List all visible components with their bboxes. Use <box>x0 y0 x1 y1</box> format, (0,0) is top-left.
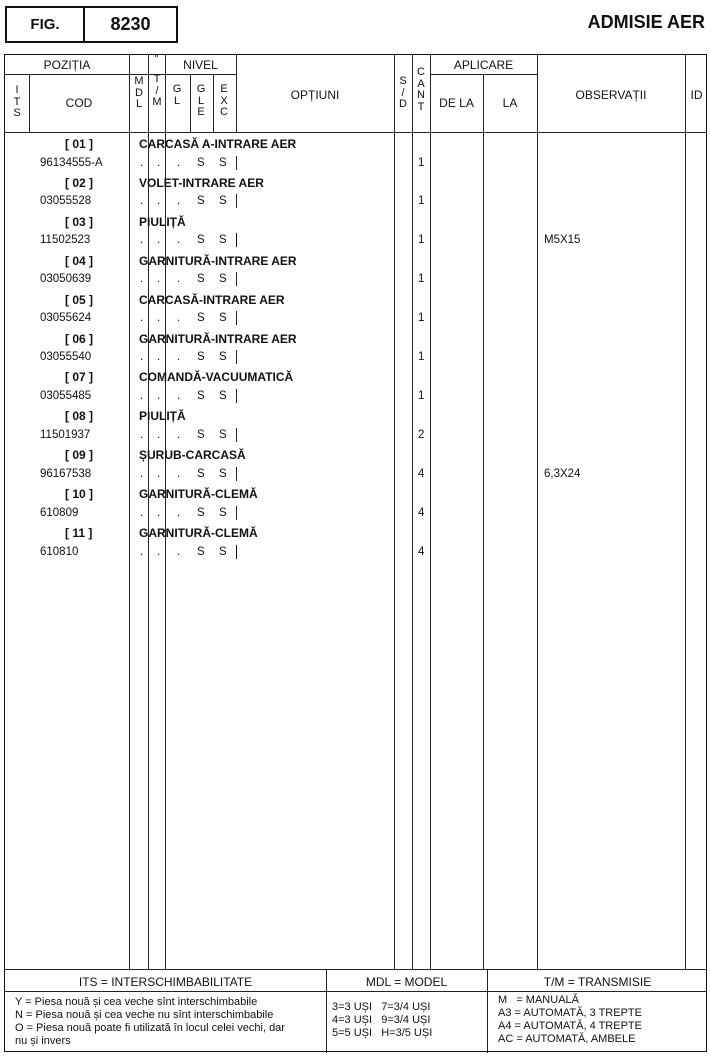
legend-its-line: N = Piesa nouă și cea veche nu sînt interschimbabile <box>15 1009 274 1021</box>
exc-tick-line <box>236 194 237 208</box>
part-code: 11502523 <box>40 234 91 247</box>
col-line <box>685 55 686 969</box>
gle-value: S <box>197 195 205 208</box>
exc-value: S <box>219 312 227 325</box>
quantity-value: 1 <box>418 273 425 286</box>
quantity-value: 4 <box>418 467 425 480</box>
part-code: 03050639 <box>40 273 92 286</box>
legend-its-line: nu și invers <box>15 1035 71 1047</box>
header-gle-char: L <box>197 94 205 107</box>
tm-value: . <box>157 273 161 286</box>
header-sd <box>398 76 408 111</box>
position-number: [ 07 ] <box>65 370 94 385</box>
position-number: [ 03 ] <box>65 214 94 229</box>
position-number: [ 01 ] <box>65 137 94 151</box>
header-cant-char: N <box>417 89 425 101</box>
header-la: LA <box>502 96 518 110</box>
gl-value: . <box>177 195 181 208</box>
legend-tm-title: T/M = TRANSMISIE <box>543 975 652 989</box>
mdl-value: . <box>140 312 144 325</box>
header-gl-char: G <box>172 83 182 95</box>
col-line <box>537 55 538 969</box>
legend-tm-line: A3 = AUTOMATĂ, 3 TREPTE <box>498 1007 642 1019</box>
mdl-value: . <box>140 506 144 519</box>
parts-table <box>4 54 707 1052</box>
exc-tick-line <box>236 545 237 559</box>
part-name: GARNITURĂ-CLEMĂ <box>139 526 258 540</box>
mdl-value: . <box>140 545 144 558</box>
tm-value: . <box>157 195 161 208</box>
part-name: GARNITURĂ-INTRARE AER <box>139 331 297 346</box>
exc-tick-line <box>236 272 237 286</box>
header-cant-char: C <box>417 66 425 78</box>
gl-value: . <box>177 428 181 441</box>
position-number: [ 09 ] <box>65 448 94 463</box>
quantity-value: 1 <box>418 195 425 208</box>
header-cant-char: A <box>417 77 425 90</box>
figure-number: 8230 <box>110 14 151 34</box>
part-code: 03055485 <box>40 389 92 402</box>
part-name: GARNITURĂ-INTRARE AER <box>139 253 297 268</box>
mdl-value: . <box>140 156 144 169</box>
quantity-value: 1 <box>418 389 425 402</box>
header-cant <box>416 67 426 113</box>
tm-value: . <box>157 467 161 480</box>
gl-value: . <box>177 312 181 325</box>
gl-value: . <box>177 506 181 519</box>
legend-tm-line: AC = AUTOMATĂ, AMBELE <box>498 1033 636 1045</box>
exc-value: S <box>219 506 227 519</box>
part-code: 03055624 <box>40 312 92 325</box>
header-mdl-char: D <box>135 86 143 99</box>
gle-value: S <box>197 467 205 480</box>
header-id: ID <box>690 88 703 102</box>
tm-value: . <box>157 506 161 519</box>
part-name: GARNITURĂ-CLEMĂ <box>139 487 258 502</box>
part-name: PIULIȚĂ <box>139 214 186 229</box>
legend-mdl-line: 4=3 UȘI 9=3/4 UȘI <box>332 1014 431 1026</box>
legend-its-title: ITS = INTERSCHIMBABILITATE <box>78 975 253 989</box>
col-line <box>190 74 191 133</box>
header-gl <box>172 84 182 107</box>
header-sd-char: / <box>401 86 405 99</box>
exc-tick-line <box>236 350 237 364</box>
quantity-value: 1 <box>418 234 425 247</box>
part-name: PIULIȚĂ <box>139 409 186 424</box>
header-sd-char: D <box>399 98 407 110</box>
mdl-value: . <box>140 234 144 247</box>
part-code: 610810 <box>40 545 79 558</box>
tm-value: . <box>157 389 161 402</box>
col-line <box>213 74 214 133</box>
exc-value: S <box>219 428 227 441</box>
quantity-value: 4 <box>418 506 425 519</box>
exc-value: S <box>219 467 227 480</box>
legend-mdl-title: MDL = MODEL <box>365 975 448 989</box>
header-mdl-char: M <box>134 75 144 87</box>
col-line <box>483 74 484 969</box>
col-line <box>148 55 149 969</box>
position-number: [ 11 ] <box>65 526 93 540</box>
exc-tick-line <box>236 156 237 170</box>
observation-value: M5X15 <box>544 234 581 247</box>
legend-mdl-line: 3=3 UȘI 7=3/4 UȘI <box>332 1001 431 1013</box>
quantity-value: 1 <box>418 312 425 325</box>
header-tm-char: M <box>152 96 162 108</box>
header-quote: " <box>154 54 159 65</box>
exc-value: S <box>219 389 227 402</box>
header-gle <box>196 84 206 119</box>
header-aplicare: APLICARE <box>453 58 514 72</box>
col-line <box>430 55 431 969</box>
header-tm <box>152 74 162 109</box>
part-code: 03055540 <box>40 351 92 363</box>
exc-tick-line <box>236 428 237 442</box>
legend-its-line: O = Piesa nouă poate fi utilizată în locul celei vechi, dar <box>15 1022 285 1034</box>
part-code: 610809 <box>40 506 79 519</box>
header-exc-char: X <box>220 94 228 107</box>
col-line <box>394 55 395 969</box>
part-name: CARCASĂ-INTRARE AER <box>139 292 285 307</box>
mdl-value: . <box>140 467 144 480</box>
header-exc <box>219 84 229 119</box>
part-code: 03055528 <box>40 195 92 208</box>
tm-value: . <box>157 234 161 247</box>
gle-value: S <box>197 234 205 247</box>
header-its <box>12 85 22 120</box>
quantity-value: 4 <box>418 545 425 558</box>
tm-value: . <box>157 312 161 325</box>
gle-value: S <box>197 312 205 325</box>
header-exc-char: E <box>220 83 228 95</box>
header-cant-char: T <box>417 100 425 113</box>
gl-value: . <box>177 234 181 247</box>
exc-value: S <box>219 351 227 363</box>
header-nivel: NIVEL <box>183 58 218 72</box>
legend-tm-line: M = MANUALĂ <box>498 994 579 1006</box>
tm-value: . <box>157 545 161 558</box>
figure-box <box>5 6 178 43</box>
header-mdl <box>134 76 144 111</box>
gle-value: S <box>197 273 205 286</box>
part-code: 96167538 <box>40 467 92 480</box>
exc-value: S <box>219 156 227 169</box>
part-name: COMANDĂ-VACUUMATICĂ <box>139 370 294 385</box>
legend-title-line <box>5 991 706 992</box>
gl-value: . <box>177 273 181 286</box>
header-gle-char: G <box>196 83 206 95</box>
mdl-value: . <box>140 389 144 402</box>
tm-value: . <box>157 156 161 169</box>
legend-top-line <box>5 969 706 970</box>
part-name: VOLET-INTRARE AER <box>139 175 264 190</box>
position-number: [ 10 ] <box>65 487 94 502</box>
quantity-value: 1 <box>418 351 425 363</box>
gl-value: . <box>177 156 181 169</box>
header-sd-char: S <box>399 75 407 87</box>
header-exc-char: C <box>220 106 228 118</box>
exc-value: S <box>219 234 227 247</box>
mdl-value: . <box>140 273 144 286</box>
legend-tm-line: A4 = AUTOMATĂ, 4 TREPTE <box>498 1020 642 1032</box>
header-its-char: S <box>13 107 21 119</box>
part-code: 96134555-A <box>40 156 103 169</box>
header-cod: COD <box>65 96 93 110</box>
header-bottom-line <box>5 132 706 133</box>
header-its-char: T <box>13 95 21 108</box>
gle-value: S <box>197 545 205 558</box>
exc-tick-line <box>236 467 237 481</box>
quantity-value: 2 <box>418 428 425 441</box>
header-mdl-char: L <box>135 98 143 110</box>
header-observatii: OBSERVAȚII <box>575 88 647 102</box>
part-name: CARCASĂ A-INTRARE AER <box>139 137 297 151</box>
legend-its-line: Y = Piesa nouă și cea veche sînt interschimbabile <box>15 996 258 1008</box>
position-number: [ 08 ] <box>65 409 94 424</box>
tm-value: . <box>157 428 161 441</box>
gle-value: S <box>197 351 205 363</box>
part-name: ȘURUB-CARCASĂ <box>139 448 246 463</box>
position-number: [ 04 ] <box>65 253 94 268</box>
page-title: ADMISIE AER <box>587 12 705 32</box>
position-number: [ 06 ] <box>65 331 94 346</box>
header-de-la: DE LA <box>439 96 474 110</box>
gl-value: . <box>177 389 181 402</box>
col-line <box>412 55 413 969</box>
gle-value: S <box>197 389 205 402</box>
position-number: [ 05 ] <box>65 292 94 307</box>
gle-value: S <box>197 506 205 519</box>
col-line <box>165 55 166 969</box>
exc-tick-line <box>236 233 237 247</box>
header-its-char: I <box>15 84 19 96</box>
gle-value: S <box>197 428 205 441</box>
mdl-value: . <box>140 351 144 363</box>
mdl-value: . <box>140 195 144 208</box>
observation-value: 6,3X24 <box>544 467 581 480</box>
legend-mdl-line: 5=5 UȘI H=3/5 UȘI <box>332 1027 433 1039</box>
header-optiuni: OPȚIUNI <box>290 88 340 102</box>
mdl-value: . <box>140 428 144 441</box>
col-line <box>129 55 130 969</box>
header-pozitia: POZIȚIA <box>43 58 91 72</box>
tm-value: . <box>157 351 161 363</box>
exc-value: S <box>219 195 227 208</box>
exc-value: S <box>219 545 227 558</box>
quantity-value: 1 <box>418 156 425 169</box>
position-number: [ 02 ] <box>65 175 94 190</box>
figure-label: FIG. <box>7 8 85 41</box>
header-gle-char: E <box>197 106 205 118</box>
gl-value: . <box>177 467 181 480</box>
gle-value: S <box>197 156 205 169</box>
header-tm-char: T <box>153 73 161 85</box>
gl-value: . <box>177 351 181 363</box>
header-tm-char: / <box>155 84 159 97</box>
exc-tick-line <box>236 506 237 520</box>
header-subline-left <box>5 74 236 75</box>
header-gl-char: L <box>173 94 181 107</box>
exc-tick-line <box>236 389 237 403</box>
gl-value: . <box>177 545 181 558</box>
exc-tick-line <box>236 311 237 325</box>
part-code: 11501937 <box>40 428 91 441</box>
exc-value: S <box>219 273 227 286</box>
